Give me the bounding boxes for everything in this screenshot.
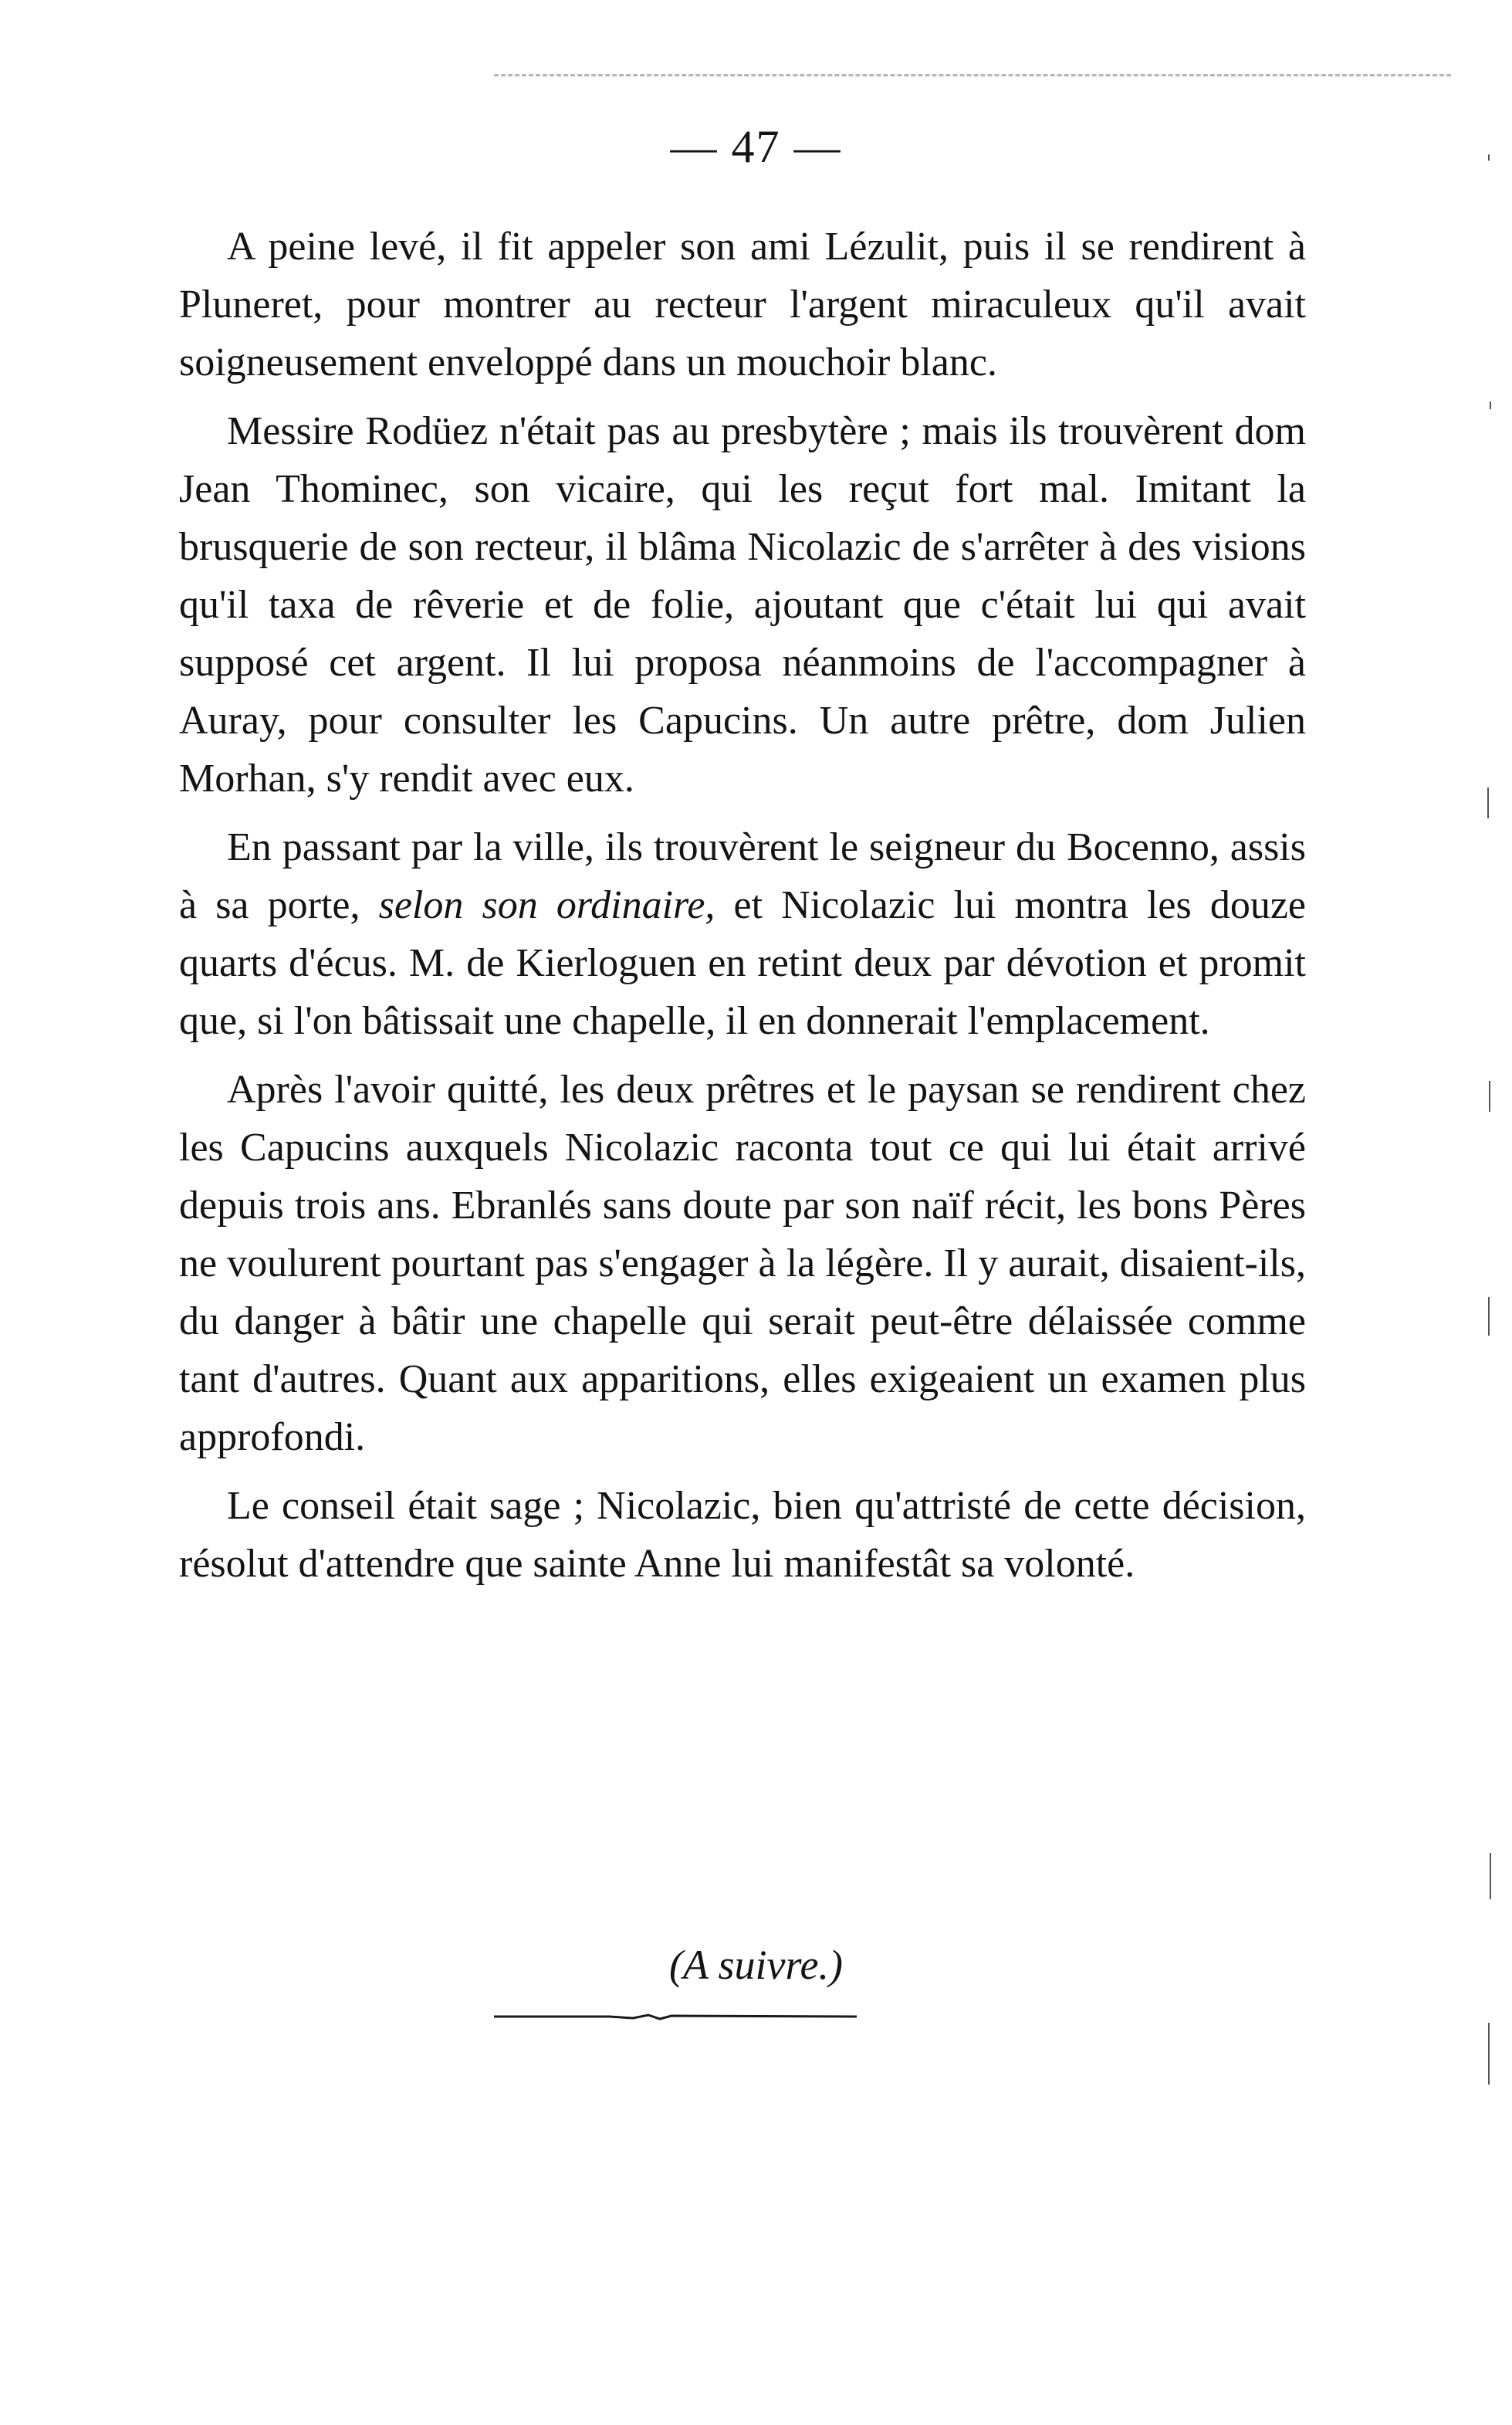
paragraph-text: Le conseil était sage ; Nicolazic, bien qu'attristé de cette décision, résolut d'attendre que sainte Anne lui manifestât sa volonté. [179,1484,1306,1586]
top-scan-rule [494,74,1451,76]
paragraph-text: A peine levé, il fit appeler son ami Lézulit, puis il se rendirent à Pluneret, pour montrer au recteur l'argent miraculeux qu'il avait soigneusement enveloppé dans un mouchoir blanc. [179,225,1306,384]
scan-edge-marks [1481,154,1497,2085]
to-be-continued: (A suivre.) [669,1942,843,1988]
paragraph-text: En passant par la ville, ils trouvèrent le seigneur du Bocenno, assis à sa porte, [179,825,1306,927]
paragraph-text: Après l'avoir quitté, les deux prêtres et le paysan se rendirent chez les Capucins auxquels Nicolazic raconta tout ce qui lui était arrivé depuis trois ans. Ebranlés sans doute par son naïf récit, les bons Pères ne voulurent pourtant pas s'engager à la légère. Il y aurait, disaient-ils, du danger à bâtir une chapelle qui serait peut-être délaissée comme tant d'autres. Quant aux apparitions, elles exigeaient un examen plus approfondi. [179,1068,1306,1459]
paragraph [179,402,1306,808]
paragraph [179,1477,1306,1593]
paragraph [179,1061,1306,1466]
page-number: — 47 — [670,121,842,172]
end-ornament-rule [494,2011,857,2022]
paragraph-text: Messire Rodüez n'était pas au presbytère ; mais ils trouvèrent dom Jean Thominec, son vicaire, qui les reçut fort mal. Imitant la brusquerie de son recteur, il blâma Nicolazic de s'arrêter à des visions qu'il taxa de rêverie et de folie, ajoutant que c'était lui qui avait supposé cet argent. Il lui proposa néanmoins de l'accompagner à Auray, pour consulter les Capucins. Un autre prêtre, dom Julien Morhan, s'y rendit avec eux. [179,409,1306,801]
paragraph-text-continued: et Nicolazic lui montra les douze quarts d'écus. M. de Kierloguen en retint deux par dévotion et promit que, si l'on bâtissait une chapelle, il en donnerait l'emplacement. [179,883,1306,1043]
paragraph [179,818,1306,1050]
italic-phrase: selon son ordinaire, [378,883,715,927]
paragraph [179,218,1306,391]
body-text [179,218,1306,1604]
